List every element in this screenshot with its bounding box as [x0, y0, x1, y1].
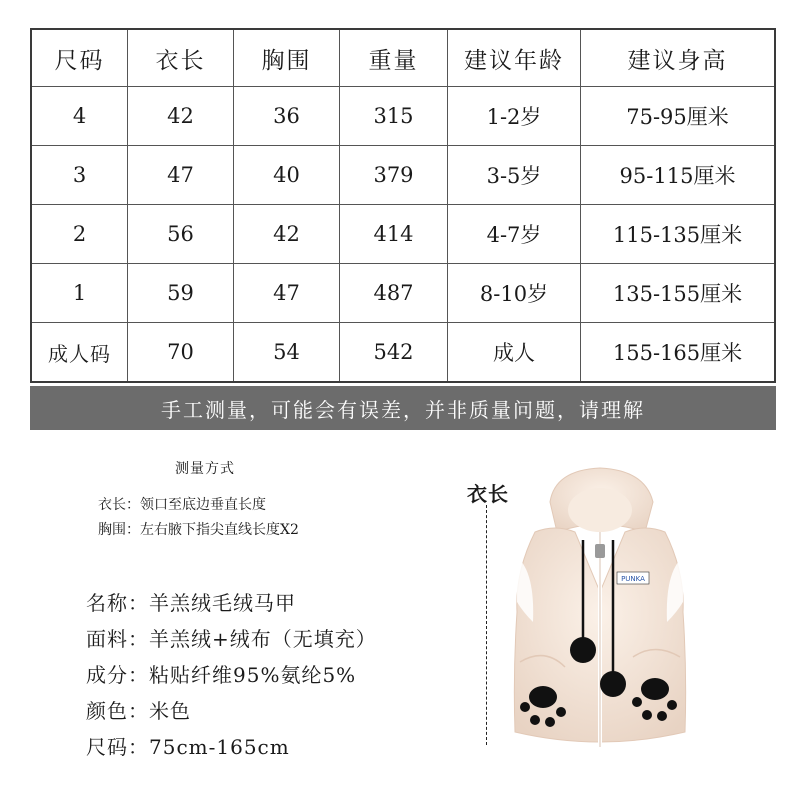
- cell-age: 8-10岁: [448, 264, 581, 323]
- cell-size: 1: [31, 264, 128, 323]
- cell-chest: 42: [234, 205, 340, 264]
- spec-name: 名称：羊羔绒毛绒马甲: [86, 591, 296, 615]
- brand-tag-text: PUNKA: [621, 575, 645, 583]
- cell-chest: 54: [234, 323, 340, 383]
- cell-weight: 315: [340, 87, 448, 146]
- table-row: [31, 264, 775, 323]
- cell-length: 59: [128, 264, 234, 323]
- length-measure-line: [486, 505, 487, 745]
- cell-weight: 487: [340, 264, 448, 323]
- cell-age: 3-5岁: [448, 146, 581, 205]
- cell-height: 75-95厘米: [581, 87, 776, 146]
- header-length: 衣长: [128, 29, 234, 87]
- cell-weight: 379: [340, 146, 448, 205]
- notice-banner: [30, 386, 776, 430]
- notice-text: 手工测量，可能会有误差，并非质量问题，请理解: [161, 397, 645, 422]
- header-weight: 重量: [340, 29, 448, 87]
- length-label: 衣长: [467, 482, 509, 506]
- table-row: [31, 87, 775, 146]
- measure-length-desc: 衣长：领口至底边垂直长度: [98, 497, 266, 513]
- cell-height: 115-135厘米: [581, 205, 776, 264]
- cell-age: 4-7岁: [448, 205, 581, 264]
- header-chest: 胸围: [234, 29, 340, 87]
- cell-chest: 36: [234, 87, 340, 146]
- vest-hood-inner: [568, 488, 632, 532]
- measure-title: 测量方式: [175, 461, 235, 477]
- header-size: 尺码: [31, 29, 128, 87]
- cell-weight: 542: [340, 323, 448, 383]
- spec-size: 尺码：75cm-165cm: [86, 735, 290, 759]
- cell-length: 47: [128, 146, 234, 205]
- table-row: [31, 323, 775, 383]
- cell-height: 95-115厘米: [581, 146, 776, 205]
- size-table: [30, 28, 776, 383]
- size-table-header-row: [31, 29, 775, 87]
- cell-height: 135-155厘米: [581, 264, 776, 323]
- spec-color: 颜色：米色: [86, 699, 191, 723]
- cell-size: 4: [31, 87, 128, 146]
- zipper-pull-icon: [595, 544, 605, 558]
- table-row: [31, 205, 775, 264]
- cell-length: 70: [128, 323, 234, 383]
- spec-composition: 成分：粘贴纤维95%氨纶5%: [86, 663, 357, 687]
- spec-list: [86, 585, 377, 765]
- cell-height: 155-165厘米: [581, 323, 776, 383]
- header-height: 建议身高: [581, 29, 776, 87]
- cell-age: 成人: [448, 323, 581, 383]
- cell-length: 56: [128, 205, 234, 264]
- cell-age: 1-2岁: [448, 87, 581, 146]
- measure-chest-desc: 胸围：左右腋下指尖直线长度X2: [98, 522, 299, 538]
- table-row: [31, 146, 775, 205]
- cell-size: 3: [31, 146, 128, 205]
- pompom-left-icon: [570, 637, 596, 663]
- header-age: 建议年龄: [448, 29, 581, 87]
- cell-length: 42: [128, 87, 234, 146]
- cell-size: 成人码: [31, 323, 128, 383]
- cell-chest: 40: [234, 146, 340, 205]
- vest-product-image: [495, 462, 705, 762]
- cell-size: 2: [31, 205, 128, 264]
- cell-chest: 47: [234, 264, 340, 323]
- spec-fabric: 面料：羊羔绒+绒布（无填充）: [86, 627, 377, 651]
- pompom-right-icon: [600, 671, 626, 697]
- cell-weight: 414: [340, 205, 448, 264]
